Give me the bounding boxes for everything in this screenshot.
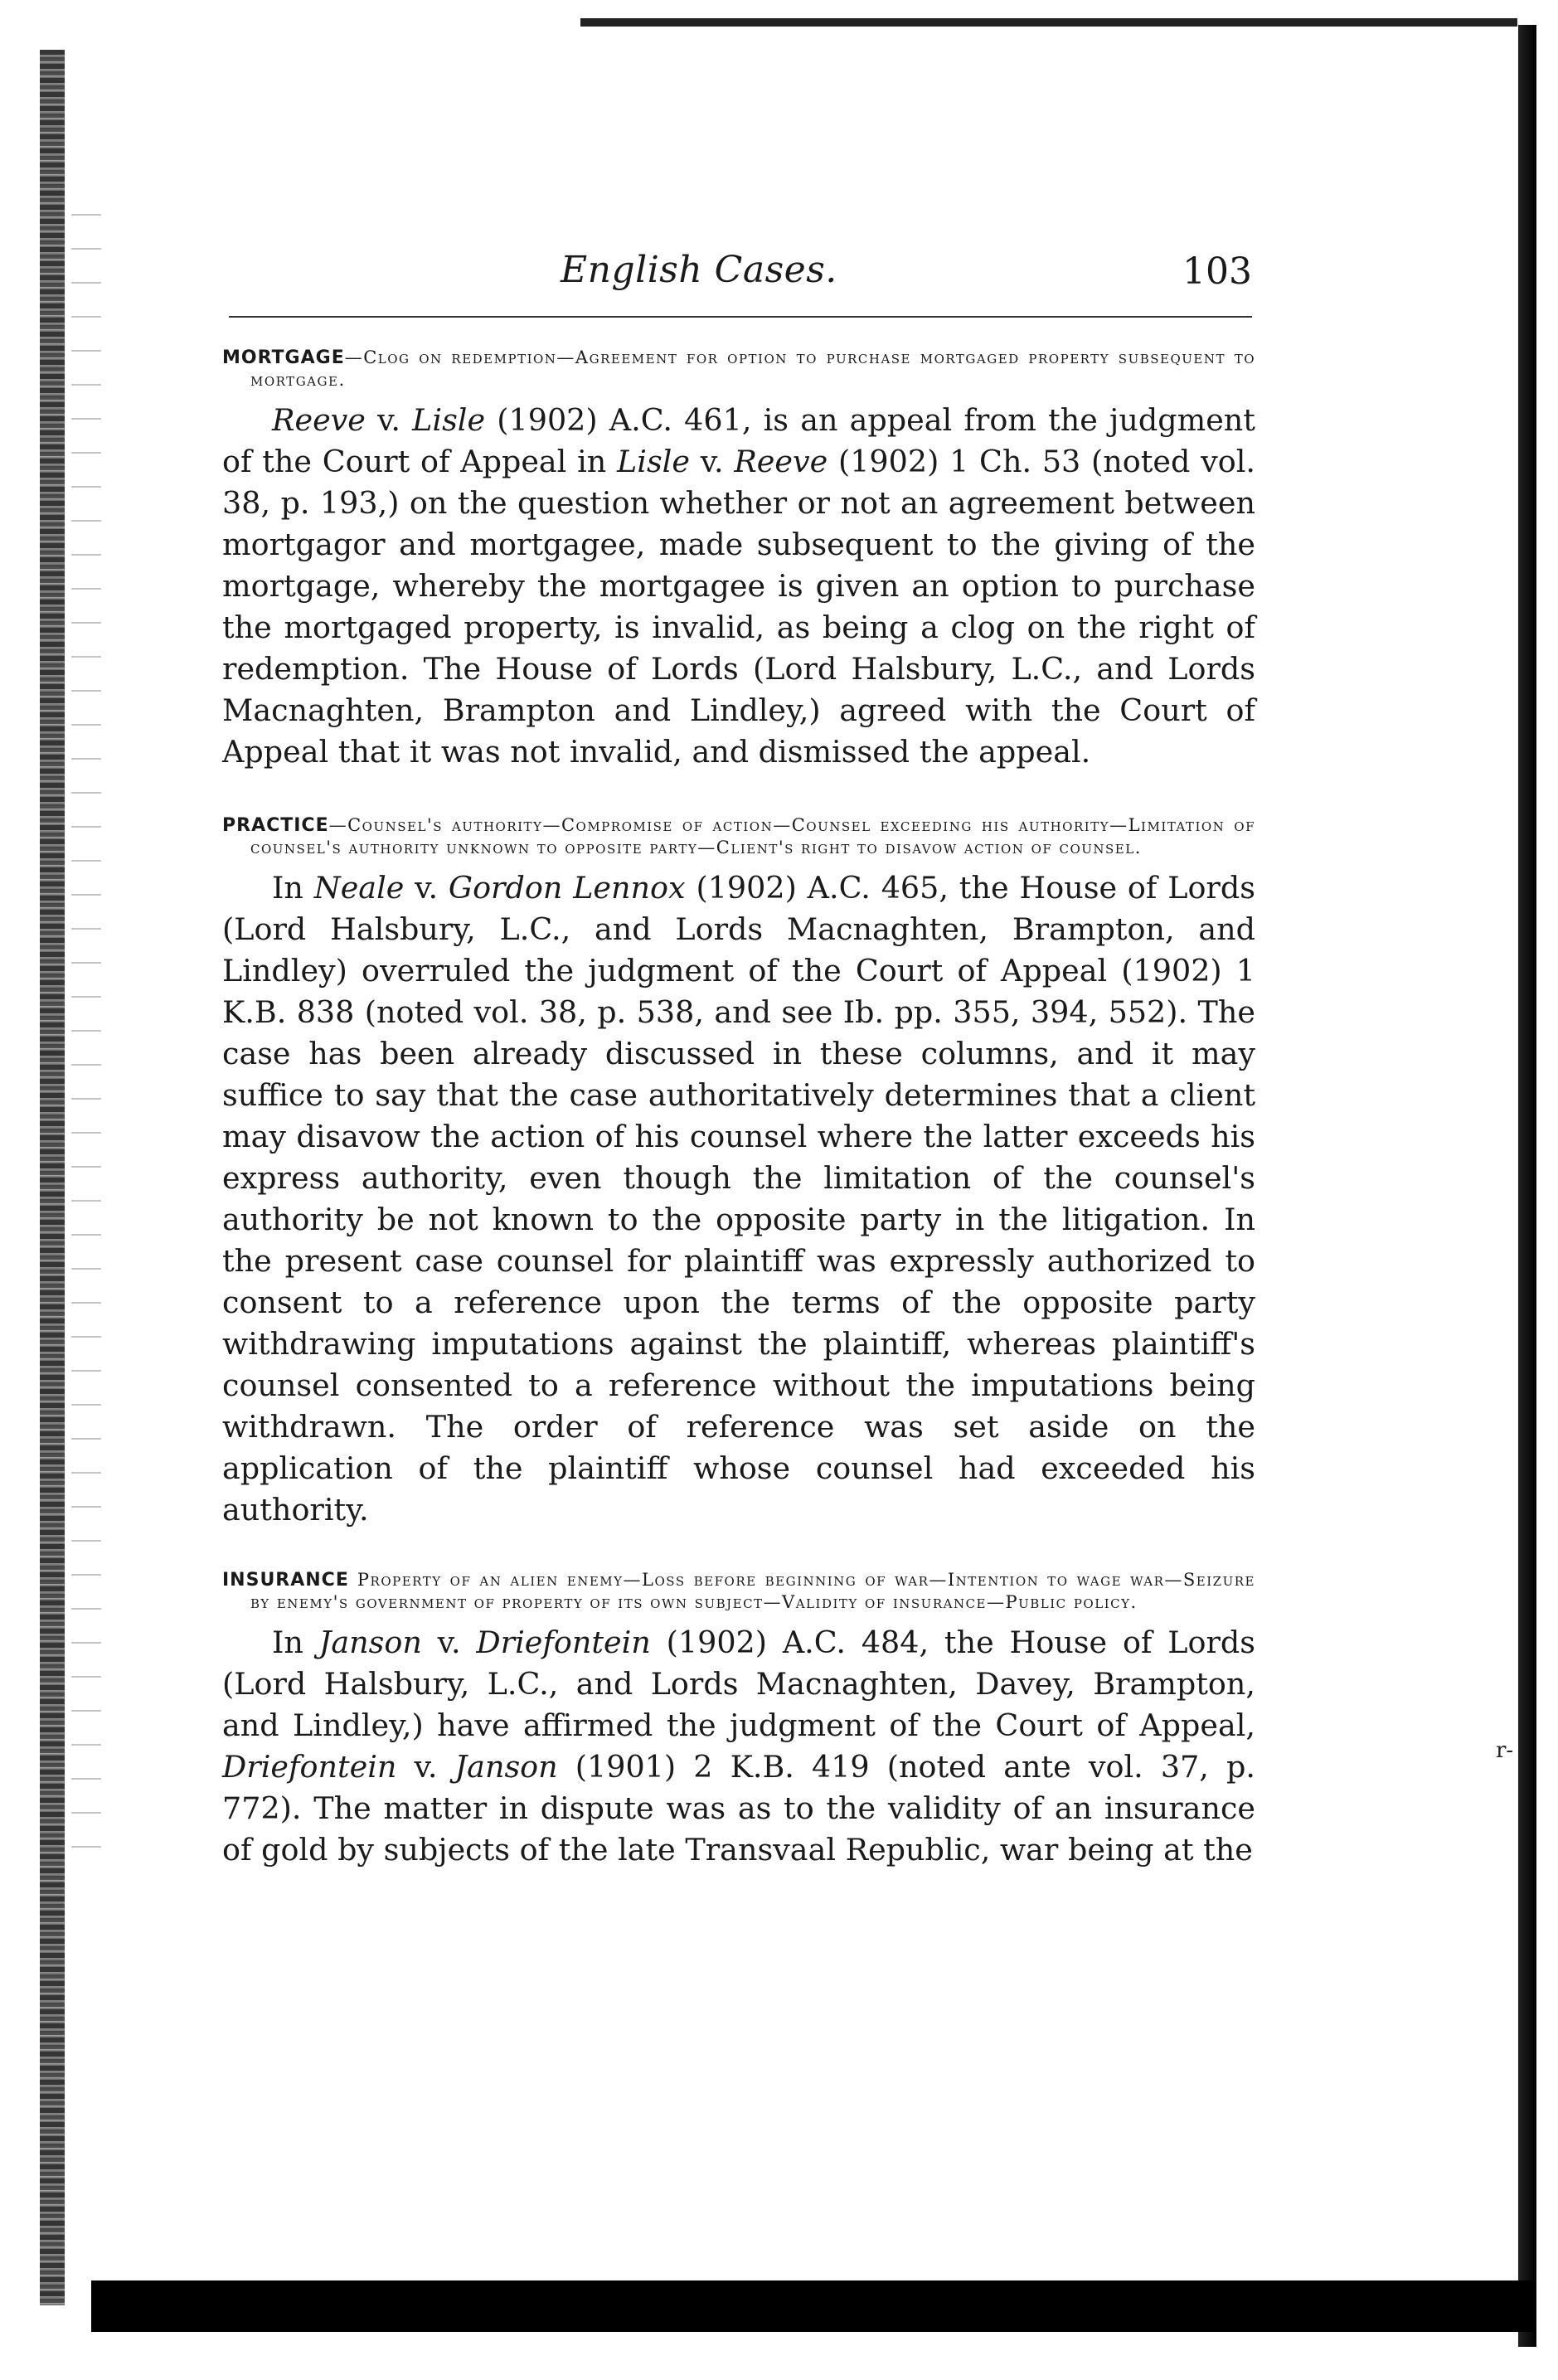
page-number: 103: [1182, 250, 1252, 293]
para-text: (1902) A.C. 461, is an appeal from the judgment of the Court of Appeal in: [222, 402, 1255, 479]
case-name: Lisle: [617, 444, 690, 479]
para-text: v.: [396, 1749, 455, 1785]
case-name: Neale: [313, 870, 405, 906]
scan-binding-edge: [40, 50, 65, 2305]
heading-lead: PRACTICE: [222, 815, 329, 836]
para-intro: In: [272, 1625, 319, 1660]
case-name: Reeve: [734, 444, 828, 479]
margin-mark: r-: [1496, 1738, 1514, 1763]
section-insurance: [222, 1569, 1255, 1871]
case-name: Janson: [454, 1749, 558, 1785]
running-title: English Cases.: [561, 249, 837, 291]
heading-lead: MORTGAGE: [222, 347, 345, 368]
para-text: (1902) 1 Ch. 53 (noted vol. 38, p. 193,) on the question whether or not an agreement between mortgagor and mortgagee, made subsequent to the giving of the mortgage, whereby the mortgagee is given an option to purchase the mortgaged property, is invalid, as being a clog on the right of redemption. The House of Lords (Lord Halsbury, L.C., and Lords Macnaghten, Brampton and Lindley,) agreed with the Court of Appeal that it was not invalid, and dismissed the appeal.: [222, 444, 1255, 770]
case-name: Driefontein: [222, 1749, 397, 1785]
para-text: (1902) A.C. 465, the House of Lords (Lord Halsbury, L.C., and Lords Macnaghten, Brampton, and Lindley) overruled the judgment of the Court of Appeal (1902) 1 K.B. 838 (noted vol. 38, p. 538, and see Ib. pp. 355, 394, 552). The case has been already discussed in these columns, and it may suffice to say that the case authoritatively determines that a client may disavow the action of his counsel where the latter exceeds his express authority, even though the limitation of the counsel's authority be not known to the opposite party in the litigation. In the present case counsel for plaintiff was expressly authorized to consent to a reference upon the terms of the opposite party withdrawing imputations against the plaintiff, whereas plaintiff's counsel consented to a reference without the imputations being withdrawn. The order of reference was set aside on the application of the plaintiff whose counsel had exceeded his authority.: [222, 870, 1255, 1528]
para-text: v.: [365, 402, 413, 438]
case-name: Janson: [318, 1625, 422, 1660]
scan-speckle-margin: [71, 199, 101, 1858]
case-name: Gordon Lennox: [448, 870, 686, 906]
para-text: v.: [404, 870, 449, 906]
section-paragraph: [222, 400, 1255, 773]
section-heading: [222, 347, 1255, 391]
header-rule: [229, 316, 1252, 318]
para-text: (1902) A.C. 484, the House of Lords (Lord Halsbury, L.C., and Lords Macnaghten, Davey, Brampton, and Lindley,) have affirmed the judgment of the Court of Appeal,: [222, 1625, 1255, 1743]
para-text: v.: [689, 444, 735, 479]
section-paragraph: [222, 1622, 1255, 1871]
scan-right-edge: [1518, 25, 1536, 2347]
section-practice: [222, 814, 1255, 1531]
scan-bottom-edge: [91, 2280, 1534, 2332]
para-intro: In: [272, 870, 314, 906]
heading-lead: INSURANCE: [222, 1570, 349, 1591]
section-mortgage: [222, 347, 1255, 773]
section-paragraph: [222, 867, 1255, 1531]
heading-rest: —Clog on redemption—Agreement for option to purchase mortgaged property subsequent to mortgage.: [250, 347, 1256, 390]
case-name: Driefontein: [476, 1625, 651, 1660]
case-name: Reeve: [272, 402, 366, 438]
running-header: [229, 249, 1252, 315]
section-heading: [222, 1569, 1255, 1614]
body-text: [222, 347, 1255, 1871]
para-text: (1901) 2 K.B. 419 (noted ante vol. 37, p. 772). The matter in dispute was as to the validity of an insurance of gold by subjects of the late Transvaal Republic, war being at the: [222, 1749, 1255, 1868]
para-text: v.: [421, 1625, 477, 1660]
section-heading: [222, 814, 1255, 859]
heading-rest: —Counsel's authority—Compromise of action—Counsel exceeding his authority—Limitation of counsel's authority unknown to opposite party—Client's right to disavow action of counsel.: [250, 815, 1255, 857]
heading-rest: Property of an alien enemy—Loss before beginning of war—Intention to wage war—Seizure by enemy's government of property of its own subject—Validity of insurance—Public policy.: [250, 1570, 1255, 1612]
case-name: Lisle: [412, 402, 486, 438]
scan-top-edge: [580, 18, 1517, 27]
